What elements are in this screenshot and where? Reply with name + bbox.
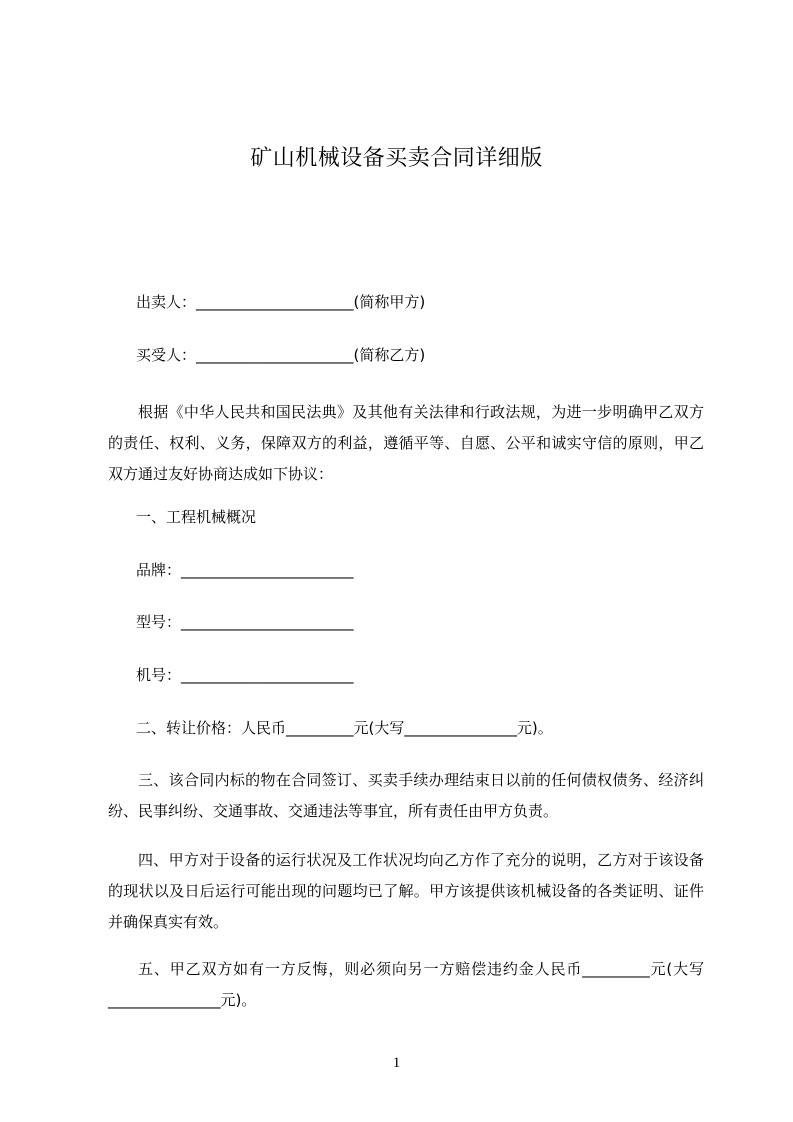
section-heading-machinery: 一、工程机械概况 (136, 508, 257, 526)
price-clause: 二、转让价格：人民币_________元(大写_______________元)。 (136, 719, 553, 737)
page-number: 1 (392, 1055, 401, 1071)
clause-3: 三、该合同内标的物在合同签订、买卖手续办理结束日以前的任何债权债务、经济纠纷、民事纠纷、交通事故、交通违法等事宜，所有责任由甲方负责。 (108, 771, 704, 820)
clause-5: 五、甲乙双方如有一方反悔，则必须向另一方赔偿违约金人民币_________元(大写_______________元)。 (108, 960, 704, 1009)
intro-paragraph: 根据《中华人民共和国民法典》及其他有关法律和行政法规，为进一步明确甲乙双方的责任、权利、义务，保障双方的利益，遵循平等、自愿、公平和诚实守信的原则，甲乙双方通过友好协商达成如下协议： (108, 403, 704, 483)
seller-line: 出卖人：_____________________(简称甲方) (136, 293, 426, 311)
model-line: 型号：_______________________ (136, 613, 354, 631)
document-title: 矿山机械设备买卖合同详细版 (250, 146, 543, 171)
engine-number-line: 机号：_______________________ (136, 666, 354, 684)
clause-4: 四、甲方对于设备的运行状况及工作状况均向乙方作了充分的说明，乙方对于该设备的现状以及日后运行可能出现的问题均已了解。甲方该提供该机械设备的各类证明、证件并确保真实有效。 (108, 851, 704, 931)
buyer-line: 买受人：_____________________(简称乙方) (136, 346, 426, 364)
brand-line: 品牌：_______________________ (136, 561, 354, 579)
